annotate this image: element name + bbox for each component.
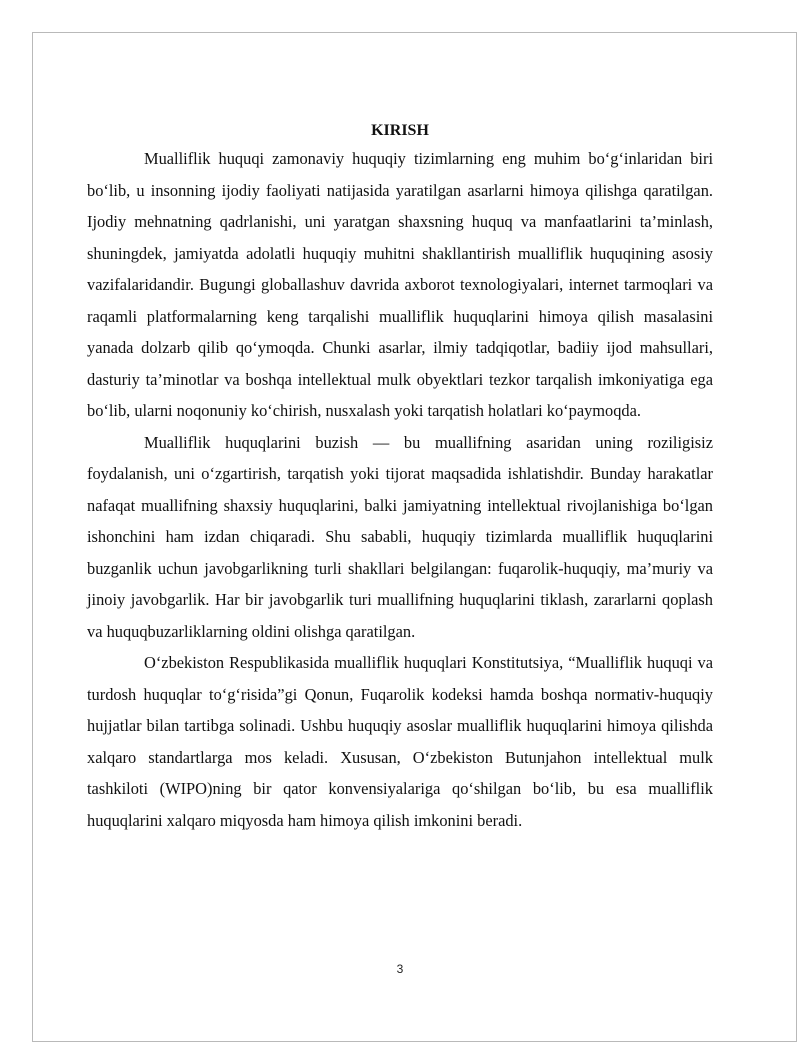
paragraph-2: Mualliflik huquqlarini buzish — bu muallifning asaridan uning roziligisiz foydalanish, uni o‘zgartirish, tarqatish yoki tijorat maqsadida ishlatishdir. Bunday harakatlar nafaqat muallifning shaxsiy huquqlarini, balki jamiyatning intellektual rivojlanishiga bo‘lgan ishonchini ham izdan chiqaradi. Shu sababli, huquqiy tizimlarda mualliflik huquqlarini buzganlik uchun javobgarlikning turli shakllari belgilangan: fuqarolik-huquqiy, ma’muriy va jinoiy javobgarlik. Har bir javobgarlik turi muallifning huquqlarini tiklash, zararlarni qoplash va huquqbuzarliklarning oldini olishga qaratilgan. — [87, 432, 713, 641]
document-body — [87, 121, 713, 836]
page-number: 3 — [396, 962, 404, 976]
paragraph-3: O‘zbekiston Respublikasida mualliflik huquqlari Konstitutsiya, “Mualliflik huquqi va turdosh huquqlar to‘g‘risida”gi Qonun, Fuqarolik kodeksi hamda boshqa normativ-huquqiy hujjatlar bilan tartibga solinadi. Ushbu huquqiy asoslar mualliflik huquqlarini himoya qilishda xalqaro standartlarga mos keladi. Xususan, O‘zbekiston Butunjahon intellektual mulk tashkiloti (WIPO)ning bir qator konvensiyalariga qo‘shilgan bo‘lib, bu esa mualliflik huquqlarini xalqaro miqyosda ham himoya qilish imkonini beradi. — [87, 653, 713, 830]
section-heading: KIRISH — [371, 122, 429, 139]
paragraph-1: Mualliflik huquqi zamonaviy huquqiy tizimlarning eng muhim bo‘g‘inlaridan biri bo‘lib, u insonning ijodiy faoliyati natijasida yaratilgan asarlarni himoya qilishga qaratilgan. Ijodiy mehnatning qadrlanishi, uni yaratgan shaxsning huquq va manfaatlarini ta’minlash, shuningdek, jamiyatda adolatli huquqiy muhitni shakllantirish mualliflik huquqining asosiy vazifalaridandir. Bugungi globallashuv davrida axborot texnologiyalari, internet tarmoqlari va raqamli platformalarning keng tarqalishi mualliflik huquqlarini himoya qilish masalasini yanada dolzarb qilib qo‘ymoqda. Chunki asarlar, ilmiy tadqiqotlar, badiiy ijod mahsullari, dasturiy ta’minotlar va boshqa intellektual mulk obyektlari tezkor tarqalish imkoniyatiga ega bo‘lib, ularni noqonuniy ko‘chirish, nusxalash yoki tarqatish holatlari ko‘paymoqda. — [87, 149, 713, 420]
